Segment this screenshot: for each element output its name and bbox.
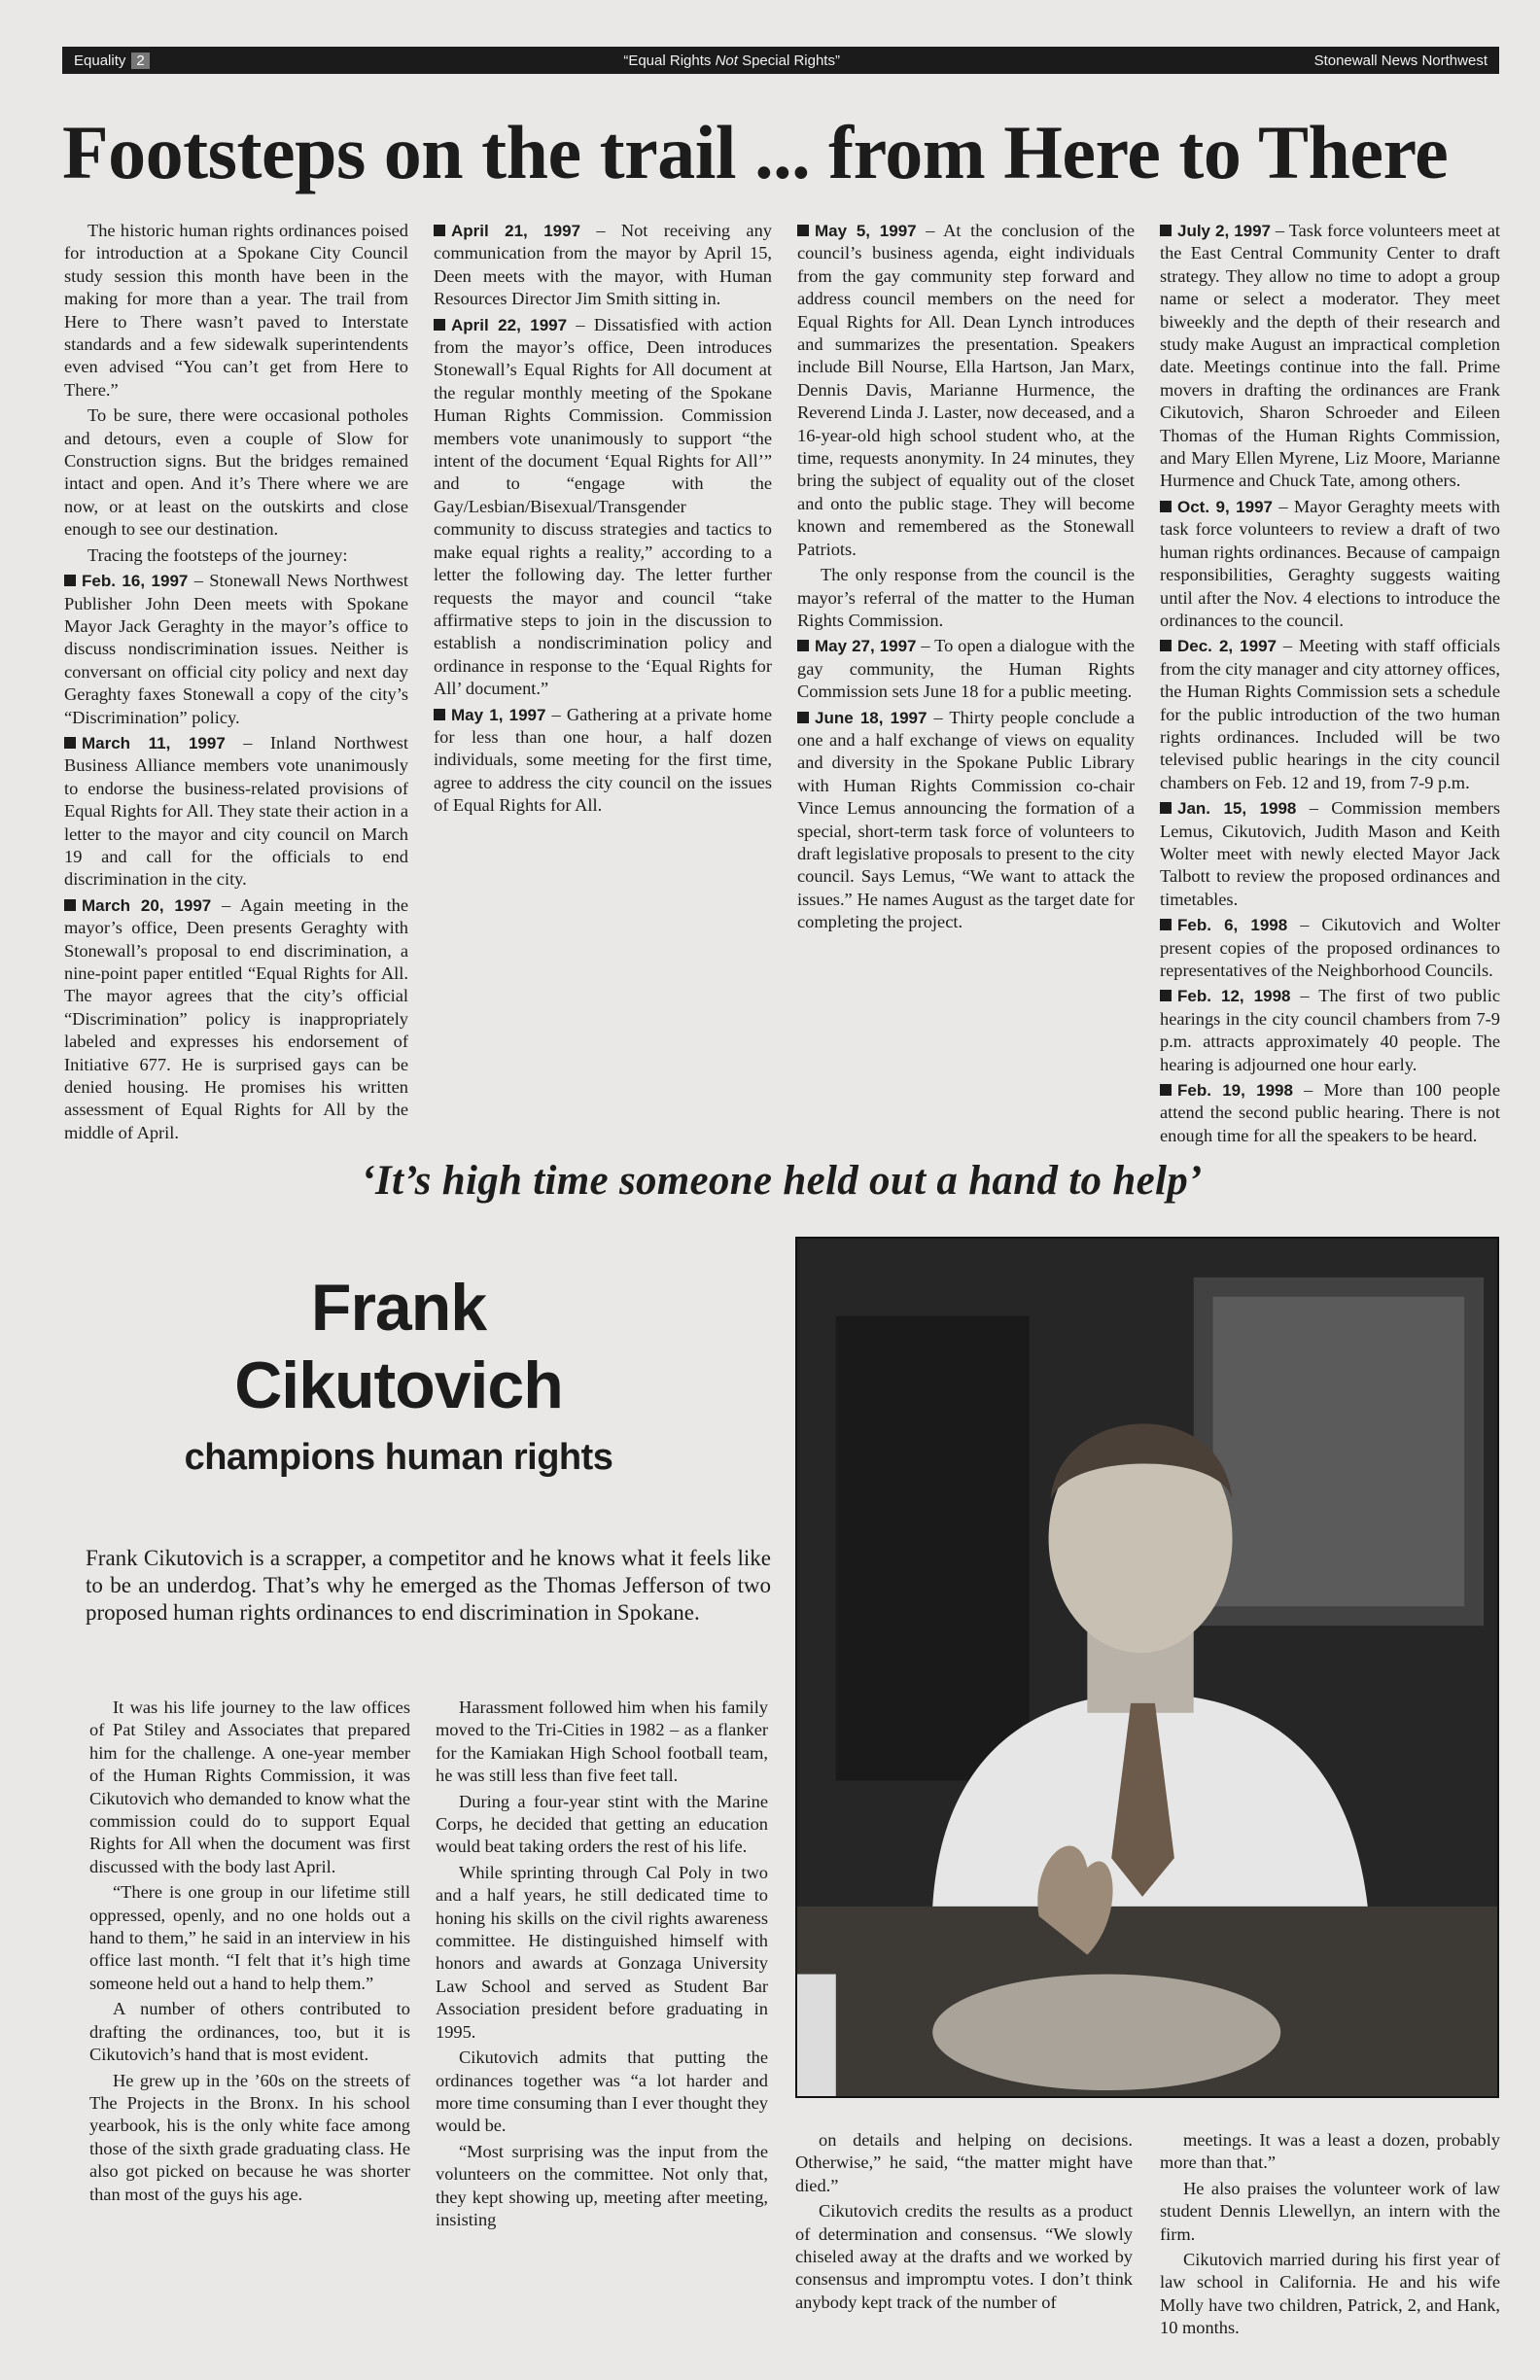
bullet-icon xyxy=(1160,919,1172,930)
feature-paragraph: He grew up in the ’60s on the streets of The Projects in the Bronx. In his school yearbook, his is the only white face among those of the sixth grade graduating class. He also got picked on because he was shorter than most of the guys his age. xyxy=(89,2070,410,2204)
timeline-entry xyxy=(1160,797,1500,911)
bullet-icon xyxy=(797,640,809,651)
timeline-entry xyxy=(1160,496,1500,632)
pull-quote: ‘It’s high time someone held out a hand to help’ xyxy=(361,1158,1203,1204)
timeline-entry xyxy=(434,704,772,818)
timeline-text: – Task force volunteers meet at the East Central Community Center to draft strategy. They allow no time to adopt a group name or select a moderator. They meet biweekly and the depth of their research and study make August an impractical completion date. Meetings continue into the fall. Prime movers in drafting the ordinances are Frank Cikutovich, Sharon Schroeder and Eileen Thomas of the Human Rights Commission, and Mary Ellen Myrene, Liz Moore, Marianne Hurmence and Chuck Tate, among others. xyxy=(1160,221,1500,491)
timeline-entry xyxy=(797,707,1135,934)
timeline-entry xyxy=(64,732,408,892)
timeline-date: Dec. 2, 1997 xyxy=(1177,637,1277,656)
portrait-illustration xyxy=(797,1239,1497,2096)
timeline-date: July 2, 1997 xyxy=(1177,222,1272,240)
timeline-date: June 18, 1997 xyxy=(815,708,928,727)
timeline-date: Feb. 6, 1998 xyxy=(1177,916,1288,935)
timeline-entry xyxy=(1160,914,1500,982)
masthead-bar xyxy=(62,47,1499,74)
timeline-entry xyxy=(797,220,1135,561)
timeline-intro-paragraph: To be sure, there were occasional potholes and detours, even a couple of Slow for Construction signs. But the bridges remained intact and open. And it’s There where we are now, or at least on the outskirts and close enough to see our destination. xyxy=(64,405,408,540)
timeline-entry xyxy=(1160,985,1500,1076)
bullet-icon xyxy=(64,737,76,749)
timeline-text: – More than 100 people attend the second public hearing. There is not enough time for all the speakers to be heard. xyxy=(1160,1080,1500,1145)
timeline-intro-paragraph: The historic human rights ordinances poised for introduction at a Spokane City Council study session this month have been in the making for more than a year. The trail from Here to There wasn’t paved to Interstate standards and a few sidewalk superintendents even advised “You can’t get from Here to There.” xyxy=(64,221,408,400)
timeline-text: – Cikutovich and Wolter present copies of the proposed ordinances to representatives of the Neighborhood Councils. xyxy=(1160,915,1500,980)
timeline-text: – Commission members Lemus, Cikutovich, Judith Mason and Keith Wolter meet with newly elected Mayor Jack Talbott to review the proposed ordinances and timetables. xyxy=(1160,798,1500,909)
timeline-column-2 xyxy=(434,220,772,1148)
bullet-icon xyxy=(1160,802,1172,814)
slogan-post: Special Rights” xyxy=(737,52,840,69)
timeline-entry xyxy=(1160,635,1500,794)
timeline-column-4 xyxy=(1160,220,1500,1148)
timeline-text: – Meeting with staff officials from the city manager and city attorney offices, the Human Rights Commission sets a schedule for the public introduction of the two human rights ordinances. Included will be two televised public hearings in the city council chambers on Feb. 12 and 19, from 7-9 p.m. xyxy=(1160,636,1500,792)
feature-paragraph: During a four-year stint with the Marine Corps, he decided that getting an education would beat taking orders the rest of his life. xyxy=(436,1791,768,1857)
bullet-icon xyxy=(434,709,445,720)
bullet-icon xyxy=(1160,640,1172,651)
feature-paragraph: He also praises the volunteer work of law student Dennis Llewellyn, an intern with the firm. xyxy=(1160,2178,1500,2244)
feature-title-line1: Frank xyxy=(310,1271,487,1345)
feature-column-4 xyxy=(1160,2129,1500,2358)
timeline-date: Feb. 16, 1997 xyxy=(82,572,189,591)
feature-subtitle: champions human rights xyxy=(184,1437,613,1478)
slogan xyxy=(623,52,840,69)
feature-paragraph: While sprinting through Cal Poly in two and a half years, he still dedicated time to honing his skills on the civil rights awareness committee. He distinguished himself with honors and awards at Gonzaga University Law School and served as Student Bar Association president before graduating in 1995. xyxy=(436,1862,768,2042)
timeline-text: – Thirty people conclude a one and a half exchange of views on equality and diversity in the Spokane Public Library with Human Rights Commission co-chair Vince Lemus announcing the formation of a special, short-term task force of volunteers to draft legislative proposals to present to the city council. Says Lemus, “We want to attack the issues.” He names August as the target date for completing the project. xyxy=(797,707,1135,932)
bullet-icon xyxy=(1160,501,1172,512)
slogan-pre: “Equal Rights xyxy=(623,52,716,69)
page-number: 2 xyxy=(131,52,149,69)
bullet-icon xyxy=(64,575,76,586)
portrait-photo xyxy=(795,1237,1499,2098)
timeline-entry xyxy=(434,314,772,701)
feature-paragraph: Harassment followed him when his family moved to the Tri-Cities in 1982 – as a flanker for the Kamiakan High School football team, he was still less than five feet tall. xyxy=(436,1698,768,1786)
timeline-date: May 5, 1997 xyxy=(815,222,917,240)
feature-paragraph: meetings. It was a least a dozen, probably more than that.” xyxy=(1160,2130,1500,2173)
publication-name: Stonewall News Northwest xyxy=(1313,52,1488,69)
timeline-entry xyxy=(1160,220,1500,493)
timeline-column-1 xyxy=(64,220,408,1148)
timeline-text: – Inland Northwest Business Alliance members vote unanimously to endorse the business-related provisions of Equal Rights for All. They state their action in a letter to the mayor and city council on March 19 and call for the officials to end discrimination in the city. xyxy=(64,732,408,890)
feature-title-line2: Cikutovich xyxy=(234,1348,563,1422)
timeline-entry xyxy=(434,220,772,311)
timeline-date: April 21, 1997 xyxy=(451,222,581,240)
timeline-entry xyxy=(1160,1079,1500,1147)
feature-lede: Frank Cikutovich is a scrapper, a competitor and he knows what it feels like to be an underdog. That’s why he emerged as the Thomas Jefferson of two proposed human rights ordinances to end discrimination in Spokane. xyxy=(86,1546,771,1625)
timeline-date: May 1, 1997 xyxy=(451,705,546,724)
timeline-date: Oct. 9, 1997 xyxy=(1177,497,1274,516)
feature-column-3 xyxy=(795,2129,1133,2358)
feature-column-1 xyxy=(89,1697,410,2358)
feature-paragraph: on details and helping on decisions. Otherwise,” he said, “the matter might have died.” xyxy=(795,2130,1133,2195)
slogan-italic: Not xyxy=(715,52,738,69)
feature-paragraph: Cikutovich married during his first year of law school in California. He and his wife Molly have two children, Patrick, 2, and Hank, 10 months. xyxy=(1160,2250,1500,2338)
timeline-date: April 22, 1997 xyxy=(451,315,568,334)
timeline-intro-paragraph: Tracing the footsteps of the journey: xyxy=(88,544,348,565)
bullet-icon xyxy=(797,225,809,236)
timeline-column-3 xyxy=(797,220,1135,1148)
feature-paragraph: “There is one group in our lifetime still oppressed, openly, and no one holds out a hand to them,” he said in an interview in his office last month. “I felt that it’s high time someone held out a hand to help them.” xyxy=(89,1882,410,1993)
timeline-entry xyxy=(797,635,1135,703)
feature-paragraph: It was his life journey to the law offices of Pat Stiley and Associates that prepared him for the challenge. A one-year member of the Human Rights Commission, it was Cikutovich who demanded to know what the commission could do to support Equal Rights for All when the document was first discussed with the body last April. xyxy=(89,1698,410,1876)
timeline-entry xyxy=(64,570,408,729)
bullet-icon xyxy=(64,899,76,911)
timeline-text: – Gathering at a private home for less than one hour, a half dozen individuals, some meeting for the first time, agree to address the city council on the issues of Equal Rights for All. xyxy=(434,704,772,816)
bullet-icon xyxy=(1160,990,1172,1001)
timeline-text: – Mayor Geraghty meets with task force volunteers to review a draft of two human rights ordinances. Because of campaign responsibilities, Geraghty suggests waiting until after the Nov. 4 elections to introduce the ordinances to the council. xyxy=(1160,496,1500,630)
section-name: Equality xyxy=(74,52,126,69)
timeline-entry xyxy=(64,894,408,1144)
bullet-icon xyxy=(1160,225,1172,236)
feature-paragraph: “Most surprising was the input from the volunteers on the committee. Not only that, they kept showing up, meeting after meeting, insisting xyxy=(436,2141,768,2229)
timeline-date: Jan. 15, 1998 xyxy=(1177,799,1297,819)
bullet-icon xyxy=(434,319,445,331)
bullet-icon xyxy=(797,712,809,723)
feature-paragraph: A number of others contributed to drafting the ordinances, too, but it is Cikutovich’s hand that is most evident. xyxy=(89,1999,410,2065)
timeline-text: – Dissatisfied with action from the mayor’s office, Deen introduces Stonewall’s Equal Rights for All document at the regular monthly meeting of the Spokane Human Rights Commission. Commission members vote unanimously to support “the intent of the document ‘Equal Rights for All’” and to “engage with the Gay/Lesbian/Bisexual/Transgender community to discuss strategies and tactics to make equal rights a reality,” according to a letter the following day. The letter further requests the mayor and council “take affirmative steps to join in the discussion to establish a nondiscrimination policy and ordinance in response to the ‘Equal Rights for All’ document.” xyxy=(434,314,772,699)
bullet-icon xyxy=(1160,1084,1172,1096)
timeline-date: Feb. 19, 1998 xyxy=(1177,1081,1293,1101)
timeline-date: May 27, 1997 xyxy=(815,637,917,656)
bullet-icon xyxy=(434,225,445,236)
timeline-text: – At the conclusion of the council’s business agenda, eight individuals from the gay community step forward and address council members on the need for Equal Rights for All. Dean Lynch introduces and summarizes the presentation. Speakers include Bill Nourse, Ella Hartson, Jan Marx, Dennis Davis, Marianne Hurmence, the Reverend Linda J. Laster, now deceased, and a 16-year-old high school student who, at the time, requests anonymity. In 24 minutes, they bring the subject of equality out of the closet and onto the public stage. They will become known and remembered as the Stonewall Patriots. xyxy=(797,221,1135,559)
feature-column-2 xyxy=(436,1697,768,2358)
timeline-text: – Stonewall News Northwest Publisher John Deen meets with Spokane Mayor Jack Geraghty in the mayor’s office to discuss nondiscrimination issues. Neither is conversant on official city policy and next day Geraghty faxes Stonewall a copy of the city’s “Discrimination” policy. xyxy=(64,571,408,727)
section-label xyxy=(74,52,150,69)
timeline-text: – To open a dialogue with the gay community, the Human Rights Commission sets June 18 for a public meeting. xyxy=(797,636,1135,702)
timeline-text: – The first of two public hearings in the city council chambers from 7-9 p.m. attracts approximately 40 people. The hearing is adjourned one hour early. xyxy=(1160,986,1500,1074)
timeline-date: Feb. 12, 1998 xyxy=(1177,987,1291,1006)
main-headline: Footsteps on the trail ... from Here to There xyxy=(62,110,1449,194)
timeline-date: March 11, 1997 xyxy=(82,733,226,752)
timeline-text: The only response from the council is the mayor’s referral of the matter to the Human Rights Commission. xyxy=(797,565,1135,630)
feature-paragraph: Cikutovich admits that putting the ordinances together was “a lot harder and more time consuming than I ever thought they would be. xyxy=(436,2048,768,2136)
feature-title xyxy=(126,1269,671,1424)
timeline-entry xyxy=(797,564,1135,632)
timeline-text: – Not receiving any communication from the mayor by April 15, Deen meets with the mayor, with Human Resources Director Jim Smith sitting in. xyxy=(434,221,772,309)
timeline-text: – Again meeting in the mayor’s office, Deen presents Geraghty with Stonewall’s proposal to end discrimination, a nine-point paper entitled “Equal Rights for All. The mayor agrees that the city’s official “Discrimination” policy is inappropriately labeled and expresses his endorsement of Initiative 677. He is surprised gays can be denied housing. He promises his written assessment of Equal Rights for All by the middle of April. xyxy=(64,894,408,1142)
timeline-date: March 20, 1997 xyxy=(82,895,212,915)
feature-paragraph: Cikutovich credits the results as a product of determination and consensus. “We slowly chiseled away at the drafts and we worked by consensus and impromptu votes. I don’t think anybody kept track of the number of xyxy=(795,2201,1133,2312)
